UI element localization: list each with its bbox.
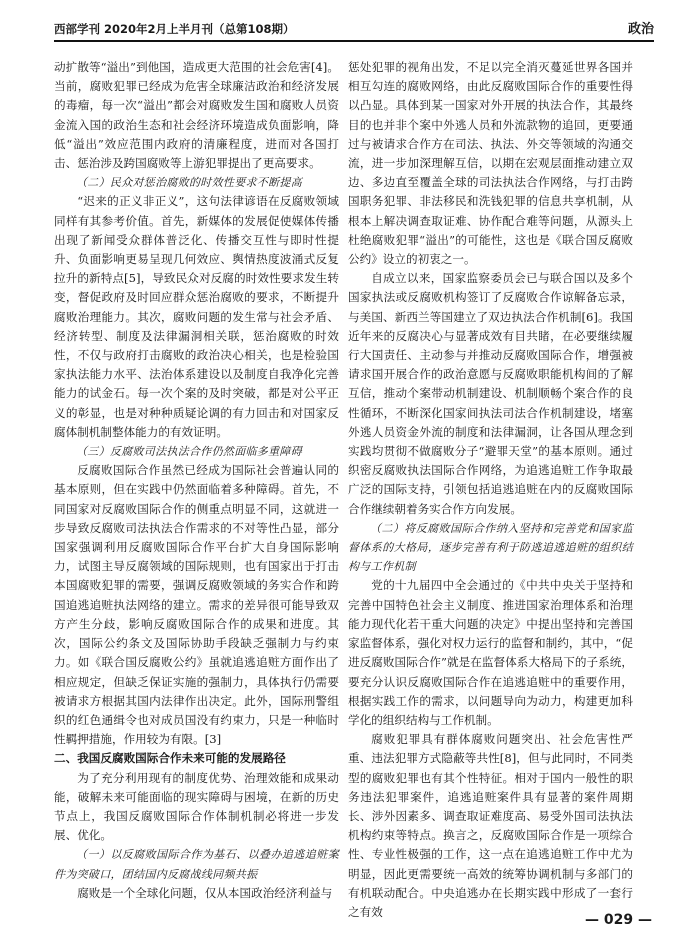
journal-title: 西部学刊 2020年2月上半月刊（总第108期） — [54, 22, 295, 36]
paragraph: 党的十九届四中全会通过的《中共中央关于坚持和完善中国特色社会主义制度、推进国家治理体系和治理能力现代化若干重大问题的决定》中提出坚持和完善国家监督体系，强化对权力运行的监督和制约，其中，“促进反腐败国际合作”就是在监督体系大格局下的子系统，要充分认识反腐败国际合作在追逃追赃中的重要作用，根据实践工作的需求，以问题导向为动力，构建更加科学化的组织结构与工作机制。 — [348, 578, 633, 727]
paragraph: 自成立以来，国家监察委员会已与联合国以及多个国家执法或反腐败机构签订了反腐败合作谅解备忘录，与美国、新西兰等国建立了双边执法合作机制[6]。我国近年来的反腐决心与显著成效有目共睹，在必要继续履行大国责任、主动参与并推动反腐败国际合作，增强被请求国开展合作的政治意愿与反腐败职能机构间的了解互信，推动个案带动机制建设、机制顺畅个案合作的良性循环，不断深化国家间执法司法合作机制建设，堵塞外逃人员资金外流的制度和法律漏洞，让各国从理念到实践均贯彻不做腐败分子“避罪天堂”的基本原则。通过织密反腐败执法国际合作网络，为追逃追赃工作争取最广泛的国际支持，引领包括追逃追赃在内的反腐败国际合作继续朝着务实合作方向发展。 — [348, 271, 633, 516]
page-header — [54, 14, 654, 42]
left-column — [54, 58, 339, 903]
section-heading: 二、我国反腐败国际合作未来可能的发展路径 — [54, 751, 286, 766]
paragraph: 惩处犯罪的视角出发，不足以完全消灭蔓延世界各国并相互勾连的腐败网络，由此反腐败国际合作的重要性得以凸显。具体到某一国家对外开展的执法合作，其最终目的也并非个案中外逃人员和外流款物的追回，更要通过与被请求合作方在司法、执法、外交等领域的沟通交流，进一步加深理解互信，以期在宏观层面推动建立双边、多边直至覆盖全球的司法执法合作网络，与打击跨国职务犯罪、非法移民和洗钱犯罪的信息共享机制，从根本上解决调查取证难、协作配合难等问题，从源头上杜绝腐败犯罪“溢出”的可能性，这也是《联合国反腐败公约》设立的初衷之一。 — [348, 60, 633, 267]
subsection-heading: （一）以反腐败国际合作为基石、以叠办追逃追赃案件为突破口，团结国内反腐战线同频共振 — [54, 848, 339, 881]
subsection-heading: （二）民众对惩治腐败的时效性要求不断提高 — [76, 176, 302, 190]
paragraph: 动扩散等“溢出”到他国，造成更大范围的社会危害[4]。当前，腐败犯罪已经成为危害全球廉洁政治和经济发展的毒瘤，每一次“溢出”都会对腐败发生国和腐败人员资金流入国的政治生态和社会经济环境造成负面影响，降低“溢出”效应范围内政府的清廉程度，进而对各国打击、惩治涉及跨国腐败等上游犯罪提出了更高要求。 — [54, 60, 339, 171]
subsection-heading: （三）反腐败司法执法合作仍然面临多重障碍 — [76, 445, 302, 459]
section-label: 政治 — [627, 22, 654, 37]
subsection-heading: （二）将反腐败国际合作纳入坚持和完善党和国家监督体系的大格局，逐步完善有利于防逃追逃追赃的组织结构与工作机制 — [348, 521, 633, 574]
paragraph: 反腐败国际合作虽然已经成为国际社会普遍认同的基本原则，但在实践中仍然面临着多种障碍。首先，不同国家对反腐败国际合作的侧重点明显不同，这就进一步导致反腐败司法执法合作需求的不对等性凸显，部分国家强调利用反腐败国际合作平台扩大自身国际影响力，试图主导反腐领域的国际规则，也有国家出于打击本国腐败犯罪的需要，强调反腐败领域的务实合作和跨国追逃追赃执法网络的建立。需求的差异很可能导致双方产生分歧，影响反腐败国际合作的成果和进度。其次，国际公约条文及国际协助手段缺乏强制力与约束力。如《联合国反腐败公约》虽就追逃追赃方面作出了相应规定，但缺乏保证实施的强制力，具体执行仍需要被请求方根据其国内法律作出决定。此外，国际刑警组织的红色通缉令也对成员国没有约束力，只是一种临时性羁押措施，作用较为有限。[3] — [54, 463, 339, 747]
right-column — [348, 58, 633, 922]
paragraph: 腐败犯罪具有群体腐败问题突出、社会危害性严重、违法犯罪方式隐蔽等共性[8]，但与此同时，不同类型的腐败犯罪也有其个性特征。相对于国内一般性的职务违法犯罪案件，追逃追赃案件具有显著的案件周期长、涉外因素多、调查取证难度高、易受外国司法执法机构约束等特点。换言之，反腐败国际合作是一项综合性、专业性极强的工作，这一点在追逃追赃工作中尤为明显，因此更需要统一高效的统筹协调机制与多部门的有机联动配合。中央追逃办在长期实践中形成了一套行之有效 — [348, 732, 633, 919]
paragraph: “迟来的正义非正义”，这句法律谚语在反腐败领域同样有其参考价值。首先，新媒体的发展促使媒体传播出现了新闻受众群体普泛化、传播交互性与即时性提升、负面影响更易呈现几何效应、舆情热度波涌式反复拉升的新特点[5]，导致民众对反腐的时效性要求发生转变，督促政府及时回应群众惩治腐败的要求，不断提升腐败治理能力。其次，腐败问题的发生常与社会矛盾、经济转型、制度及法律漏洞相关联，惩治腐败的时效性，不仅与政府打击腐败的政治决心相关，也是检验国家执法能力水平、法治体系建设以及制度自我净化完善能力的试金石。每一次个案的及时突破，都是对公平正义的彰显，也是对种种质疑论调的有力回击和对国家反腐体制机制整体能力的有效证明。 — [54, 194, 339, 439]
paragraph: 腐败是一个全球化问题，仅从本国政治经济利益与 — [77, 885, 333, 900]
paragraph: 为了充分利用现有的制度优势、治理效能和成果动能，破解未来可能面临的现实障碍与困境，在新的历史节点上，我国反腐败国际合作体制机制必将进一步发展、优化。 — [54, 770, 339, 843]
page-number: — 029 — — [585, 912, 652, 928]
